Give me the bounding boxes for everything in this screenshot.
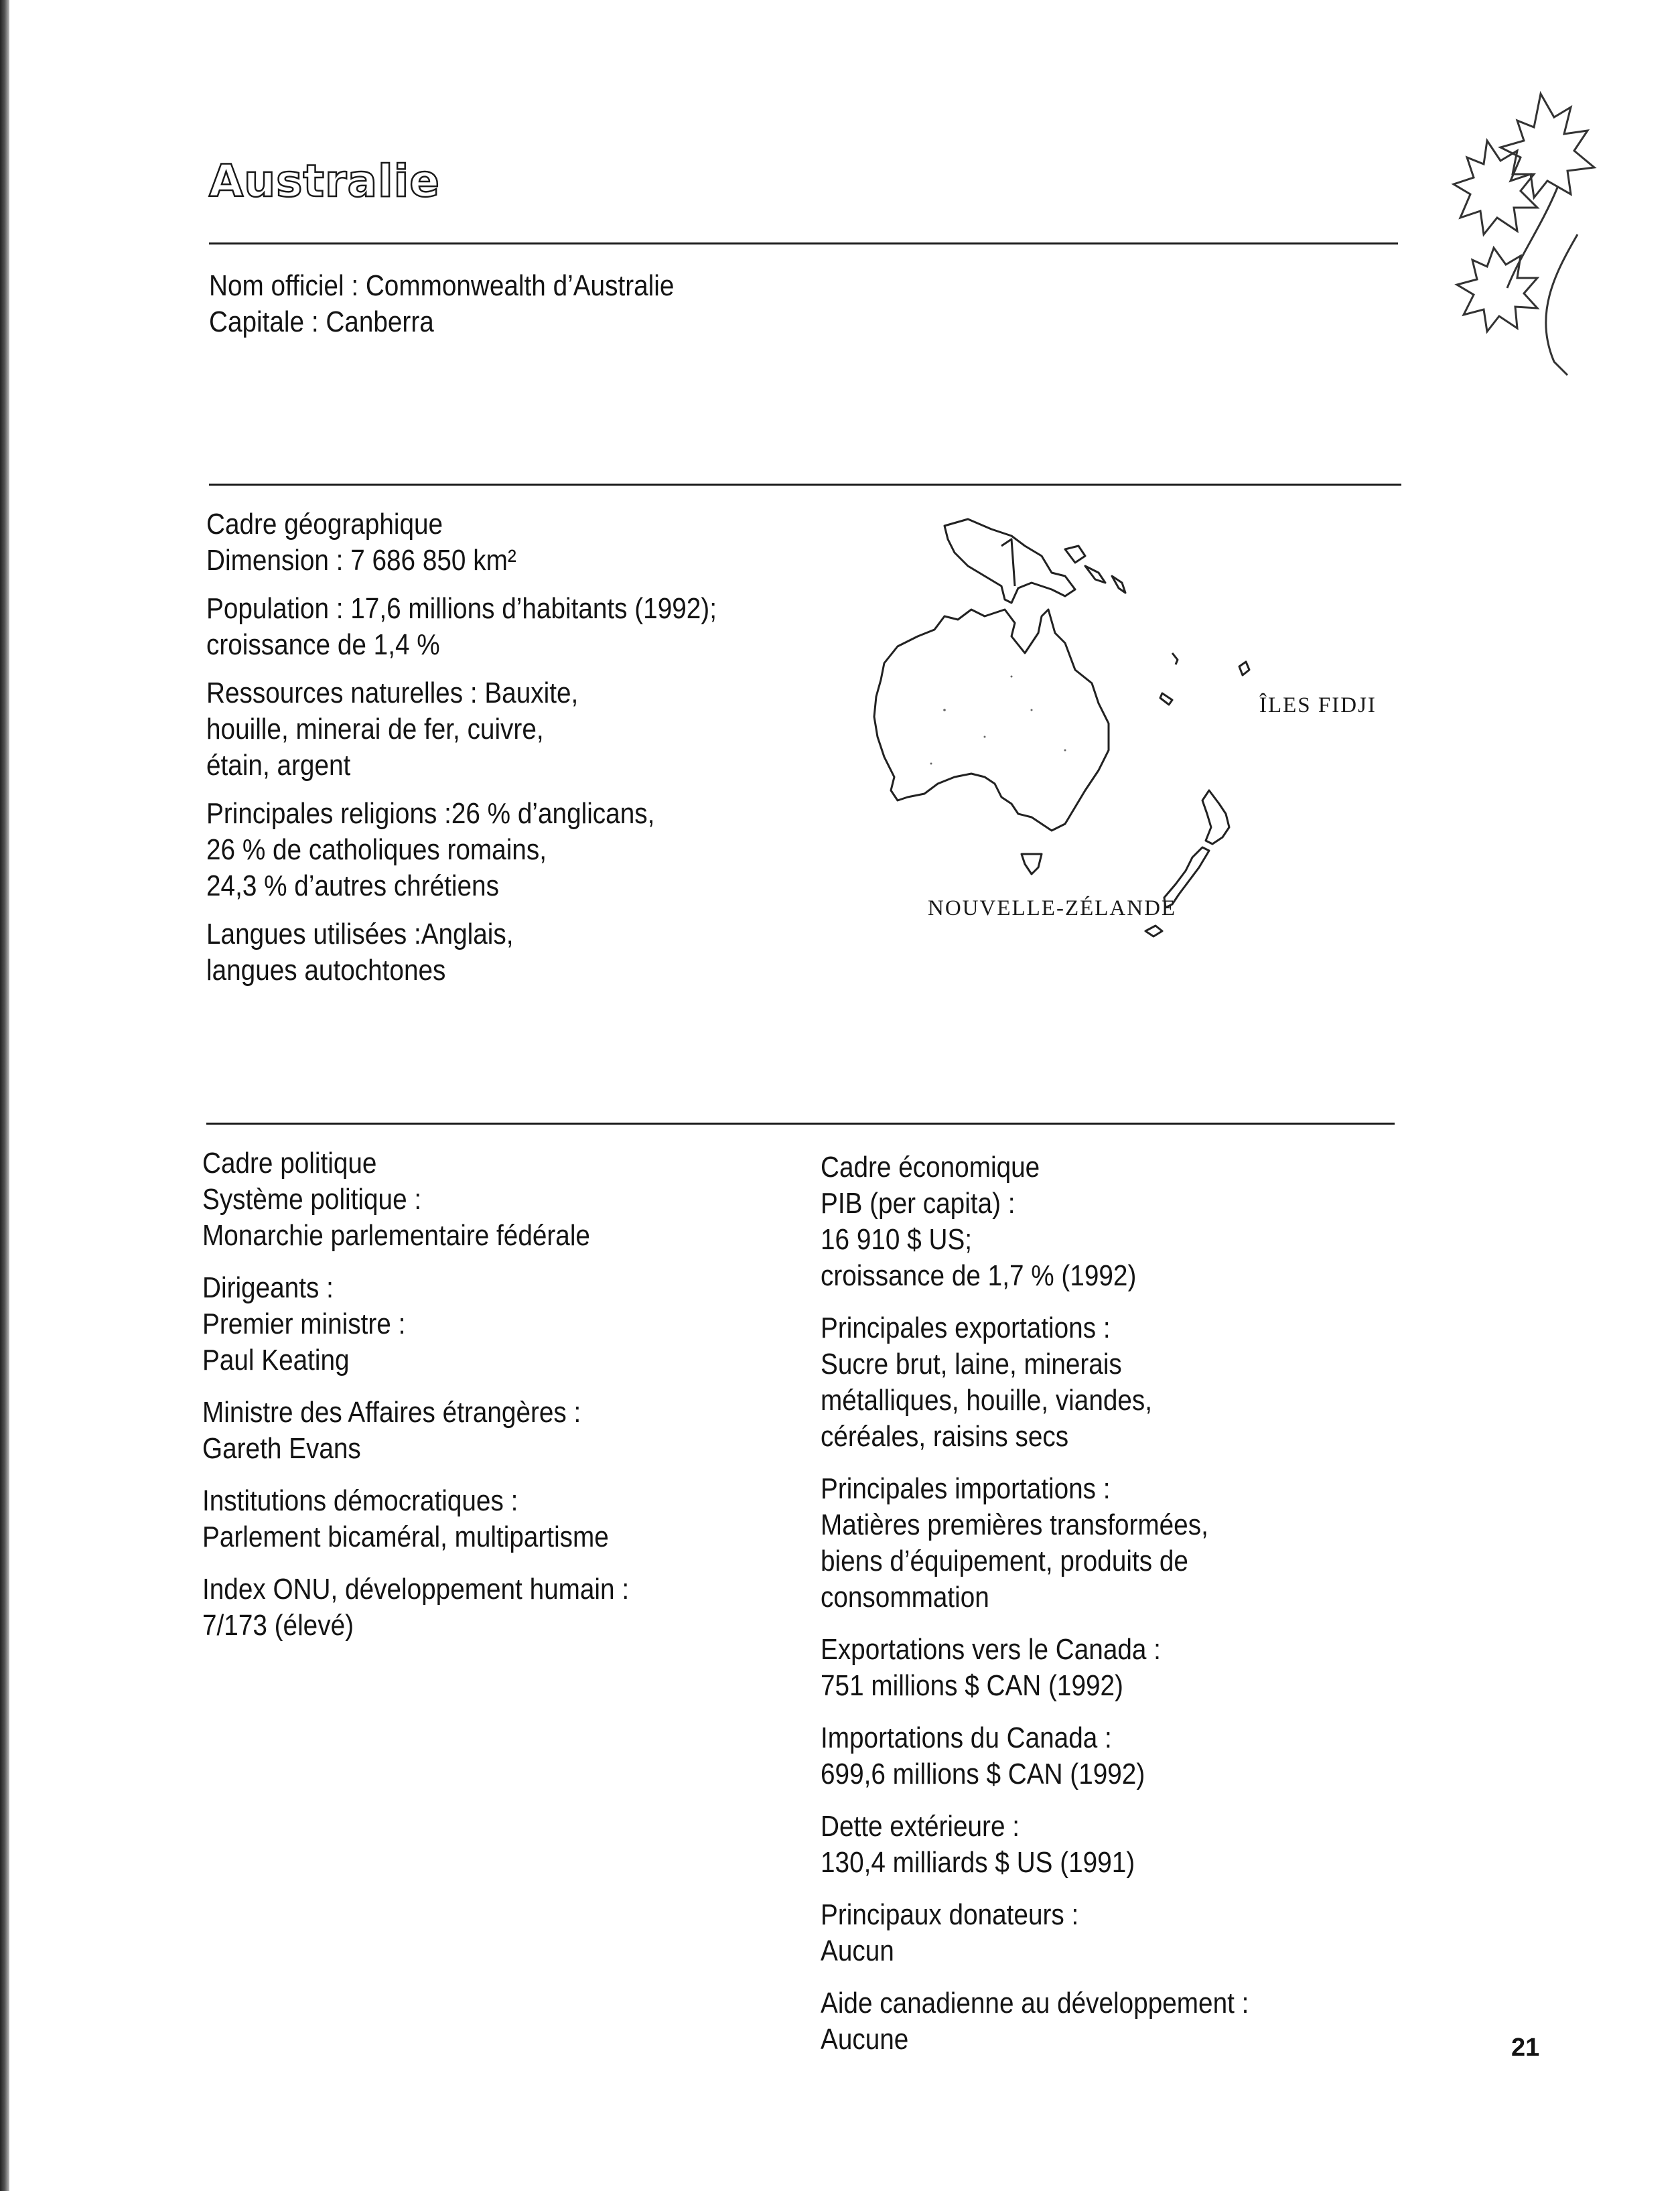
politics-section bbox=[202, 1145, 629, 1654]
scan-edge bbox=[0, 0, 9, 2191]
economy-heading: Cadre économique bbox=[821, 1151, 1040, 1184]
economy-value: 16 910 $ US; croissance de 1,7 % (1992) bbox=[821, 1223, 1137, 1292]
economy-item bbox=[821, 1632, 1249, 1704]
economy-label: PIB (per capita) : bbox=[821, 1187, 1016, 1220]
geo-dimension: Dimension : 7 686 850 km² bbox=[206, 544, 516, 577]
page-number: 21 bbox=[1511, 2034, 1540, 2062]
economy-label: Aide canadienne au développement : bbox=[821, 1987, 1249, 2020]
politics-value: 7/173 (élevé) bbox=[202, 1609, 354, 1642]
geo-population: Population : 17,6 millions d’habitants (1992); croissance de 1,4 % bbox=[206, 592, 717, 661]
economy-item bbox=[821, 1897, 1249, 1969]
politics-label: Institutions démocratiques : bbox=[202, 1484, 518, 1517]
economy-item bbox=[821, 1720, 1249, 1792]
economy-label: Principaux donateurs : bbox=[821, 1898, 1079, 1931]
politics-value: Premier ministre : Paul Keating bbox=[202, 1307, 406, 1376]
politics-label: Index ONU, développement humain : bbox=[202, 1573, 630, 1606]
economy-item bbox=[821, 1985, 1249, 2058]
economy-value: Matières premières transformées, biens d’équipement, produits de consommation bbox=[821, 1508, 1208, 1614]
australia-map bbox=[811, 509, 1413, 938]
economy-value: Aucune bbox=[821, 2023, 909, 2056]
politics-label: Système politique : bbox=[202, 1183, 422, 1216]
new-zealand-outline bbox=[1202, 790, 1229, 844]
official-name: Nom officiel : Commonwealth d’Australie bbox=[209, 269, 675, 302]
geo-resources: Ressources naturelles : Bauxite, houille, minerai de fer, cuivre, étain, argent bbox=[206, 677, 579, 782]
economy-section bbox=[821, 1149, 1249, 2068]
politics-value: Monarchie parlementaire fédérale bbox=[202, 1219, 590, 1252]
politics-item bbox=[202, 1571, 629, 1644]
economy-item bbox=[821, 1809, 1249, 1881]
page-title: Australie bbox=[209, 155, 440, 207]
geo-religions: Principales religions :26 % d’anglicans, 26 % de catholiques romains, 24,3 % d’autres chrétiens bbox=[206, 797, 655, 902]
politics-item bbox=[202, 1270, 629, 1379]
australia-outline bbox=[874, 610, 1109, 831]
politics-label: Ministre des Affaires étrangères : bbox=[202, 1396, 581, 1429]
section-rule-geo bbox=[209, 484, 1401, 486]
economy-label: Exportations vers le Canada : bbox=[821, 1633, 1161, 1666]
politics-value: Parlement bicaméral, multipartisme bbox=[202, 1521, 609, 1553]
politics-item bbox=[202, 1483, 629, 1555]
map-label-new-zealand: NOUVELLE-ZÉLANDE bbox=[928, 896, 1177, 920]
economy-label: Principales importations : bbox=[821, 1472, 1111, 1505]
geo-languages: Langues utilisées :Anglais, langues autochtones bbox=[206, 918, 514, 987]
map-label-fiji: ÎLES FIDJI bbox=[1259, 693, 1377, 717]
economy-value: 130,4 milliards $ US (1991) bbox=[821, 1846, 1135, 1879]
geo-heading: Cadre géographique bbox=[206, 508, 443, 541]
economy-value: Aucun bbox=[821, 1934, 894, 1967]
politics-label: Dirigeants : bbox=[202, 1271, 334, 1304]
maple-leaves-illustration bbox=[1454, 80, 1628, 375]
economy-label: Importations du Canada : bbox=[821, 1721, 1112, 1754]
geo-section bbox=[206, 506, 717, 999]
politics-item bbox=[202, 1395, 629, 1467]
papua-new-guinea-outline bbox=[944, 519, 1075, 603]
capital: Capitale : Canberra bbox=[209, 305, 434, 338]
politics-heading: Cadre politique bbox=[202, 1147, 377, 1180]
economy-value: 699,6 millions $ CAN (1992) bbox=[821, 1758, 1145, 1790]
economy-item bbox=[821, 1310, 1249, 1455]
economy-label: Dette extérieure : bbox=[821, 1810, 1020, 1843]
economy-label: Principales exportations : bbox=[821, 1312, 1111, 1344]
section-rule-bottom bbox=[206, 1123, 1395, 1125]
economy-value: Sucre brut, laine, minerais métalliques, houille, viandes, céréales, raisins secs bbox=[821, 1348, 1153, 1453]
economy-value: 751 millions $ CAN (1992) bbox=[821, 1669, 1123, 1702]
politics-value: Gareth Evans bbox=[202, 1432, 361, 1465]
title-rule bbox=[209, 242, 1398, 244]
economy-item bbox=[821, 1186, 1249, 1294]
tasmania-outline bbox=[1022, 854, 1042, 874]
politics-item bbox=[202, 1182, 629, 1254]
economy-item bbox=[821, 1471, 1249, 1616]
